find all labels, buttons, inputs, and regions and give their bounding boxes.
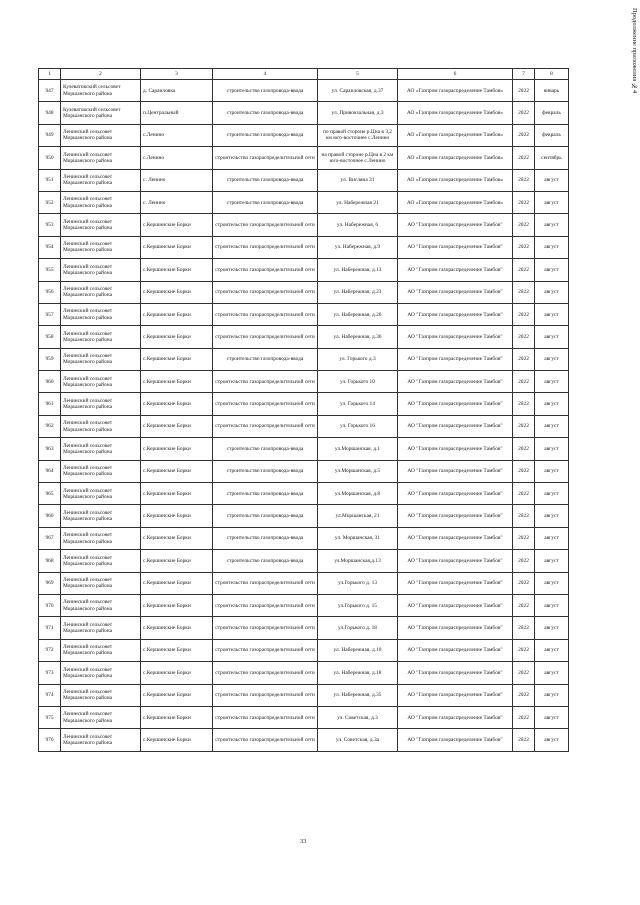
locality-cell: с.Ленино (141, 147, 213, 169)
month-cell: февраль (535, 124, 569, 146)
settlement-council-cell: Ленинский сельсовет Моршанского района (61, 684, 141, 706)
contractor-cell: АО "Газпром газораспределение Тамбов" (398, 639, 513, 661)
address-cell: ул. Сараиловская, д.37 (318, 80, 398, 102)
work-type-cell: строительство газопровода-ввода (213, 169, 318, 191)
contractor-cell: АО «Газпром газораспределение Тамбов» (398, 124, 513, 146)
locality-cell: д. Сараиловка (141, 80, 213, 102)
locality-cell: п.Центральный (141, 102, 213, 124)
table-row (39, 348, 569, 370)
row-number-cell: 964 (39, 460, 61, 482)
locality-cell: с.Кершинские Борки (141, 371, 213, 393)
contractor-cell: АО "Газпром газораспределение Тамбов" (398, 483, 513, 505)
settlement-council-cell: Ленинский сельсовет Моршанского района (61, 706, 141, 728)
year-cell: 2022 (513, 483, 535, 505)
work-type-cell: строительство газораспределительной сети (213, 684, 318, 706)
contractor-cell: АО "Газпром газораспределение Тамбов" (398, 214, 513, 236)
month-cell: август (535, 550, 569, 572)
locality-cell: с.Кершинские Борки (141, 594, 213, 616)
row-number-cell: 947 (39, 80, 61, 102)
settlement-council-cell: Ленинский сельсовет Моршанского района (61, 662, 141, 684)
contractor-cell: АО "Газпром газораспределение Тамбов" (398, 393, 513, 415)
work-type-cell: строительство газораспределительной сети (213, 371, 318, 393)
row-number-cell: 962 (39, 415, 61, 437)
month-cell: август (535, 326, 569, 348)
address-cell: ул. Набережная, 6 (318, 214, 398, 236)
year-cell: 2022 (513, 214, 535, 236)
work-type-cell: строительство газораспределительной сети (213, 326, 318, 348)
month-cell: август (535, 729, 569, 751)
locality-cell: с.Кершинские Борки (141, 550, 213, 572)
address-cell: ул. Горького 14 (318, 393, 398, 415)
locality-cell: с.Ленино (141, 124, 213, 146)
year-cell: 2022 (513, 281, 535, 303)
table-row (39, 483, 569, 505)
contractor-cell: АО "Газпром газораспределение Тамбов" (398, 371, 513, 393)
year-cell: 2022 (513, 326, 535, 348)
month-cell: август (535, 706, 569, 728)
year-cell: 2022 (513, 259, 535, 281)
year-cell: 2022 (513, 371, 535, 393)
work-type-cell: строительство газопровода-ввода (213, 460, 318, 482)
contractor-cell: АО "Газпром газораспределение Тамбов" (398, 684, 513, 706)
settlement-council-cell: Ленинский сельсовет Моршанского района (61, 348, 141, 370)
row-number-cell: 959 (39, 348, 61, 370)
address-cell: ул. Советская, д.3а (318, 729, 398, 751)
settlement-council-cell: Ленинский сельсовет Моршанского района (61, 214, 141, 236)
year-cell: 2022 (513, 80, 535, 102)
row-number-cell: 963 (39, 438, 61, 460)
month-cell: август (535, 281, 569, 303)
month-cell: август (535, 214, 569, 236)
work-type-cell: строительство газопровода-ввода (213, 191, 318, 213)
column-number: 8 (535, 69, 569, 80)
address-cell: ул. Набережная 21 (318, 191, 398, 213)
month-cell: август (535, 639, 569, 661)
table-row (39, 706, 569, 728)
address-cell: ул. Набережная, д.26 (318, 303, 398, 325)
column-number: 6 (398, 69, 513, 80)
row-number-cell: 957 (39, 303, 61, 325)
month-cell: август (535, 594, 569, 616)
month-cell: август (535, 259, 569, 281)
row-number-cell: 975 (39, 706, 61, 728)
locality-cell: с.Кершинские Борки (141, 729, 213, 751)
month-cell: август (535, 191, 569, 213)
contractor-cell: АО "Газпром газораспределение Тамбов" (398, 348, 513, 370)
work-type-cell: строительство газораспределительной сети (213, 415, 318, 437)
contractor-cell: АО «Газпром газораспределение Тамбов» (398, 80, 513, 102)
address-cell: ул. Советская, д.3 (318, 706, 398, 728)
year-cell: 2022 (513, 393, 535, 415)
contractor-cell: АО "Газпром газораспределение Тамбов" (398, 460, 513, 482)
year-cell: 2022 (513, 662, 535, 684)
month-cell: февраль (535, 102, 569, 124)
month-cell: август (535, 415, 569, 437)
table-row (39, 527, 569, 549)
year-cell: 2022 (513, 124, 535, 146)
year-cell: 2022 (513, 729, 535, 751)
work-type-cell: строительство газораспределительной сети (213, 729, 318, 751)
row-number-cell: 965 (39, 483, 61, 505)
row-number-cell: 968 (39, 550, 61, 572)
locality-cell: с. Ленино (141, 169, 213, 191)
row-number-cell: 954 (39, 236, 61, 258)
month-cell: август (535, 371, 569, 393)
year-cell: 2022 (513, 460, 535, 482)
table-row (39, 281, 569, 303)
contractor-cell: АО "Газпром газораспределение Тамбов" (398, 259, 513, 281)
year-cell: 2022 (513, 684, 535, 706)
locality-cell: с. Ленино (141, 191, 213, 213)
locality-cell: с.Кершинские Борки (141, 281, 213, 303)
work-type-cell: строительство газопровода-ввода (213, 438, 318, 460)
locality-cell: с.Кершинские Борки (141, 236, 213, 258)
locality-cell: с.Кершинские Борки (141, 505, 213, 527)
locality-cell: с.Кершинские Борки (141, 326, 213, 348)
address-cell: ул.Горького д. 18 (318, 617, 398, 639)
table-row (39, 124, 569, 146)
settlement-council-cell: Ленинский сельсовет Моршанского района (61, 326, 141, 348)
address-cell: ул.Моршанская, д.5 (318, 460, 398, 482)
address-cell: ул. Набережная, д.36 (318, 326, 398, 348)
contractor-cell: АО "Газпром газораспределение Тамбов" (398, 706, 513, 728)
month-cell: август (535, 236, 569, 258)
table-row (39, 371, 569, 393)
locality-cell: с.Кершинские Борки (141, 438, 213, 460)
locality-cell: с.Кершинские Борки (141, 483, 213, 505)
month-cell: август (535, 393, 569, 415)
address-cell: ул.Моршанская, 21 (318, 505, 398, 527)
contractor-cell: АО "Газпром газораспределение Тамбов" (398, 572, 513, 594)
row-number-cell: 960 (39, 371, 61, 393)
locality-cell: с.Кершинские Борки (141, 348, 213, 370)
settlement-council-cell: Ленинский сельсовет Моршанского района (61, 729, 141, 751)
row-number-cell: 950 (39, 147, 61, 169)
year-cell: 2022 (513, 617, 535, 639)
address-cell: ул. Висляна 31 (318, 169, 398, 191)
address-cell: ул.Горького д. 15 (318, 594, 398, 616)
work-type-cell: строительство газопровода-ввода (213, 527, 318, 549)
year-cell: 2022 (513, 236, 535, 258)
settlement-council-cell: Ленинский сельсовет Моршанского района (61, 124, 141, 146)
contractor-cell: АО "Газпром газораспределение Тамбов" (398, 326, 513, 348)
work-type-cell: строительство газопровода-ввода (213, 80, 318, 102)
settlement-council-cell: Ленинский сельсовет Моршанского района (61, 371, 141, 393)
contractor-cell: АО "Газпром газораспределение Тамбов" (398, 236, 513, 258)
settlement-council-cell: Ленинский сельсовет Моршанского района (61, 505, 141, 527)
settlement-council-cell: Ленинский сельсовет Моршанского района (61, 617, 141, 639)
contractor-cell: АО "Газпром газораспределение Тамбов" (398, 729, 513, 751)
table-row (39, 684, 569, 706)
contractor-cell: АО "Газпром газораспределение Тамбов" (398, 415, 513, 437)
row-number-cell: 976 (39, 729, 61, 751)
table-row (39, 639, 569, 661)
settlement-council-cell: Ленинский сельсовет Моршанского района (61, 438, 141, 460)
contractor-cell: АО "Газпром газораспределение Тамбов" (398, 550, 513, 572)
month-cell: январь (535, 80, 569, 102)
table-row (39, 259, 569, 281)
month-cell: август (535, 505, 569, 527)
row-number-cell: 966 (39, 505, 61, 527)
row-number-cell: 969 (39, 572, 61, 594)
gas-supply-table (38, 68, 569, 752)
settlement-council-cell: Ленинский сельсовет Моршанского района (61, 169, 141, 191)
work-type-cell: строительство газораспределительной сети (213, 236, 318, 258)
locality-cell: с.Кершинские Борки (141, 303, 213, 325)
settlement-council-cell: Ленинский сельсовет Моршанского района (61, 393, 141, 415)
year-cell: 2022 (513, 639, 535, 661)
address-cell: ул. Набережная, д.35 (318, 684, 398, 706)
address-cell: ул. Набережная, д.13 (318, 259, 398, 281)
row-number-cell: 971 (39, 617, 61, 639)
row-number-cell: 972 (39, 639, 61, 661)
settlement-council-cell: Кулеватовский сельсовет Моршанского района (61, 102, 141, 124)
year-cell: 2022 (513, 438, 535, 460)
contractor-cell: АО "Газпром газораспределение Тамбов" (398, 617, 513, 639)
settlement-council-cell: Ленинский сельсовет Моршанского района (61, 460, 141, 482)
table-row (39, 415, 569, 437)
column-number: 1 (39, 69, 61, 80)
work-type-cell: строительство газопровода-ввода (213, 483, 318, 505)
month-cell: август (535, 572, 569, 594)
address-cell: ул. Набережная, д.9 (318, 236, 398, 258)
month-cell: август (535, 684, 569, 706)
table-row (39, 169, 569, 191)
locality-cell: с.Кершинские Борки (141, 214, 213, 236)
settlement-council-cell: Ленинский сельсовет Моршанского района (61, 415, 141, 437)
address-cell: ул.Моршанская,д.13 (318, 550, 398, 572)
address-cell: на правой стороне р.Цна в 2 км юго-восточнее с.Ленино (318, 147, 398, 169)
address-cell: ул. Моршанская, 31 (318, 527, 398, 549)
settlement-council-cell: Кулеватовский сельсовет Моршанского района (61, 80, 141, 102)
column-number: 2 (61, 69, 141, 80)
work-type-cell: строительство газораспределительной сети (213, 662, 318, 684)
month-cell: август (535, 303, 569, 325)
address-cell: ул. Привокзальная, д.3 (318, 102, 398, 124)
work-type-cell: строительство газопровода-ввода (213, 124, 318, 146)
row-number-cell: 958 (39, 326, 61, 348)
month-cell: август (535, 169, 569, 191)
contractor-cell: АО «Газпром газораспределение Тамбов» (398, 102, 513, 124)
table-row (39, 303, 569, 325)
year-cell: 2022 (513, 594, 535, 616)
locality-cell: с.Кершинские Борки (141, 617, 213, 639)
work-type-cell: строительство газопровода-ввода (213, 348, 318, 370)
table-row (39, 214, 569, 236)
locality-cell: с.Кершинские Борки (141, 415, 213, 437)
column-number: 4 (213, 69, 318, 80)
locality-cell: с.Кершинские Борки (141, 662, 213, 684)
work-type-cell: строительство газораспределительной сети (213, 639, 318, 661)
contractor-cell: АО "Газпром газораспределение Тамбов" (398, 281, 513, 303)
month-cell: август (535, 662, 569, 684)
row-number-cell: 952 (39, 191, 61, 213)
work-type-cell: строительство газораспределительной сети (213, 303, 318, 325)
work-type-cell: строительство газораспределительной сети (213, 147, 318, 169)
settlement-council-cell: Ленинский сельсовет Моршанского района (61, 527, 141, 549)
document-page (38, 68, 568, 752)
settlement-council-cell: Ленинский сельсовет Моршанского района (61, 572, 141, 594)
row-number-cell: 953 (39, 214, 61, 236)
contractor-cell: АО "Газпром газораспределение Тамбов" (398, 594, 513, 616)
address-cell: ул.Моршанская, д.1 (318, 438, 398, 460)
locality-cell: с.Кершинские Борки (141, 684, 213, 706)
locality-cell: с.Кершинские Борки (141, 527, 213, 549)
table-row (39, 572, 569, 594)
table-row (39, 617, 569, 639)
contractor-cell: АО «Газпром газораспределение Тамбов» (398, 169, 513, 191)
year-cell: 2022 (513, 505, 535, 527)
work-type-cell: строительство газораспределительной сети (213, 259, 318, 281)
address-cell: ул. Горького 16 (318, 415, 398, 437)
month-cell: август (535, 527, 569, 549)
year-cell: 2022 (513, 572, 535, 594)
year-cell: 2022 (513, 169, 535, 191)
row-number-cell: 949 (39, 124, 61, 146)
address-cell: по правой стороне р.Цна в 3,2 км юго-восточнее с.Ленино (318, 124, 398, 146)
table-row (39, 729, 569, 751)
locality-cell: с.Кершинские Борки (141, 393, 213, 415)
address-cell: ул. Набережная, д.10 (318, 639, 398, 661)
table-row (39, 191, 569, 213)
month-cell: август (535, 438, 569, 460)
row-number-cell: 967 (39, 527, 61, 549)
work-type-cell: строительство газораспределительной сети (213, 214, 318, 236)
row-number-cell: 974 (39, 684, 61, 706)
column-number: 7 (513, 69, 535, 80)
year-cell: 2022 (513, 706, 535, 728)
column-number-row (39, 69, 569, 80)
work-type-cell: строительство газораспределительной сети (213, 572, 318, 594)
settlement-council-cell: Ленинский сельсовет Моршанского района (61, 483, 141, 505)
contractor-cell: АО «Газпром газораспределение Тамбов» (398, 147, 513, 169)
work-type-cell: строительство газораспределительной сети (213, 594, 318, 616)
locality-cell: с.Кершинские Борки (141, 460, 213, 482)
work-type-cell: строительство газопровода-ввода (213, 102, 318, 124)
year-cell: 2022 (513, 102, 535, 124)
work-type-cell: строительство газораспределительной сети (213, 617, 318, 639)
year-cell: 2022 (513, 191, 535, 213)
year-cell: 2022 (513, 348, 535, 370)
work-type-cell: строительство газопровода-ввода (213, 550, 318, 572)
settlement-council-cell: Ленинский сельсовет Моршанского района (61, 594, 141, 616)
locality-cell: с.Кершинские Борки (141, 572, 213, 594)
year-cell: 2022 (513, 550, 535, 572)
address-cell: ул.Горького д. 13 (318, 572, 398, 594)
year-cell: 2022 (513, 303, 535, 325)
row-number-cell: 973 (39, 662, 61, 684)
month-cell: август (535, 460, 569, 482)
appendix-note: Продолжение приложения №4 (631, 8, 638, 94)
table-row (39, 236, 569, 258)
row-number-cell: 948 (39, 102, 61, 124)
year-cell: 2022 (513, 527, 535, 549)
table-row (39, 438, 569, 460)
row-number-cell: 961 (39, 393, 61, 415)
row-number-cell: 956 (39, 281, 61, 303)
month-cell: сентябрь (535, 147, 569, 169)
column-number: 5 (318, 69, 398, 80)
table-row (39, 147, 569, 169)
table-row (39, 80, 569, 102)
table-row (39, 662, 569, 684)
table-row (39, 550, 569, 572)
contractor-cell: АО "Газпром газораспределение Тамбов" (398, 438, 513, 460)
address-cell: ул. Горького 10 (318, 371, 398, 393)
address-cell: ул. Набережная, д.18 (318, 662, 398, 684)
settlement-council-cell: Ленинский сельсовет Моршанского района (61, 259, 141, 281)
row-number-cell: 951 (39, 169, 61, 191)
settlement-council-cell: Ленинский сельсовет Моршанского района (61, 303, 141, 325)
table-row (39, 505, 569, 527)
work-type-cell: строительство газораспределительной сети (213, 393, 318, 415)
row-number-cell: 970 (39, 594, 61, 616)
month-cell: август (535, 348, 569, 370)
locality-cell: с.Кершинские Борки (141, 639, 213, 661)
settlement-council-cell: Ленинский сельсовет Моршанского района (61, 550, 141, 572)
table-row (39, 102, 569, 124)
settlement-council-cell: Ленинский сельсовет Моршанского района (61, 147, 141, 169)
address-cell: ул.Моршанская, д.8 (318, 483, 398, 505)
settlement-council-cell: Ленинский сельсовет Моршанского района (61, 281, 141, 303)
year-cell: 2022 (513, 147, 535, 169)
address-cell: ул. Горького д.3 (318, 348, 398, 370)
work-type-cell: строительство газопровода-ввода (213, 505, 318, 527)
contractor-cell: АО "Газпром газораспределение Тамбов" (398, 527, 513, 549)
contractor-cell: АО "Газпром газораспределение Тамбов" (398, 662, 513, 684)
page-number: 33 (300, 838, 307, 845)
month-cell: август (535, 617, 569, 639)
month-cell: август (535, 483, 569, 505)
table-row (39, 326, 569, 348)
year-cell: 2022 (513, 415, 535, 437)
settlement-council-cell: Ленинский сельсовет Моршанского района (61, 639, 141, 661)
work-type-cell: строительство газораспределительной сети (213, 281, 318, 303)
locality-cell: с.Кершинские Борки (141, 706, 213, 728)
locality-cell: с.Кершинские Борки (141, 259, 213, 281)
work-type-cell: строительство газораспределительной сети (213, 706, 318, 728)
settlement-council-cell: Ленинский сельсовет Моршанского района (61, 191, 141, 213)
contractor-cell: АО «Газпром газораспределение Тамбов» (398, 191, 513, 213)
row-number-cell: 955 (39, 259, 61, 281)
settlement-council-cell: Ленинский сельсовет Моршанского района (61, 236, 141, 258)
address-cell: ул. Набережная, д.23 (318, 281, 398, 303)
column-number: 3 (141, 69, 213, 80)
table-row (39, 460, 569, 482)
table-row (39, 393, 569, 415)
contractor-cell: АО "Газпром газораспределение Тамбов" (398, 505, 513, 527)
table-row (39, 594, 569, 616)
contractor-cell: АО "Газпром газораспределение Тамбов" (398, 303, 513, 325)
